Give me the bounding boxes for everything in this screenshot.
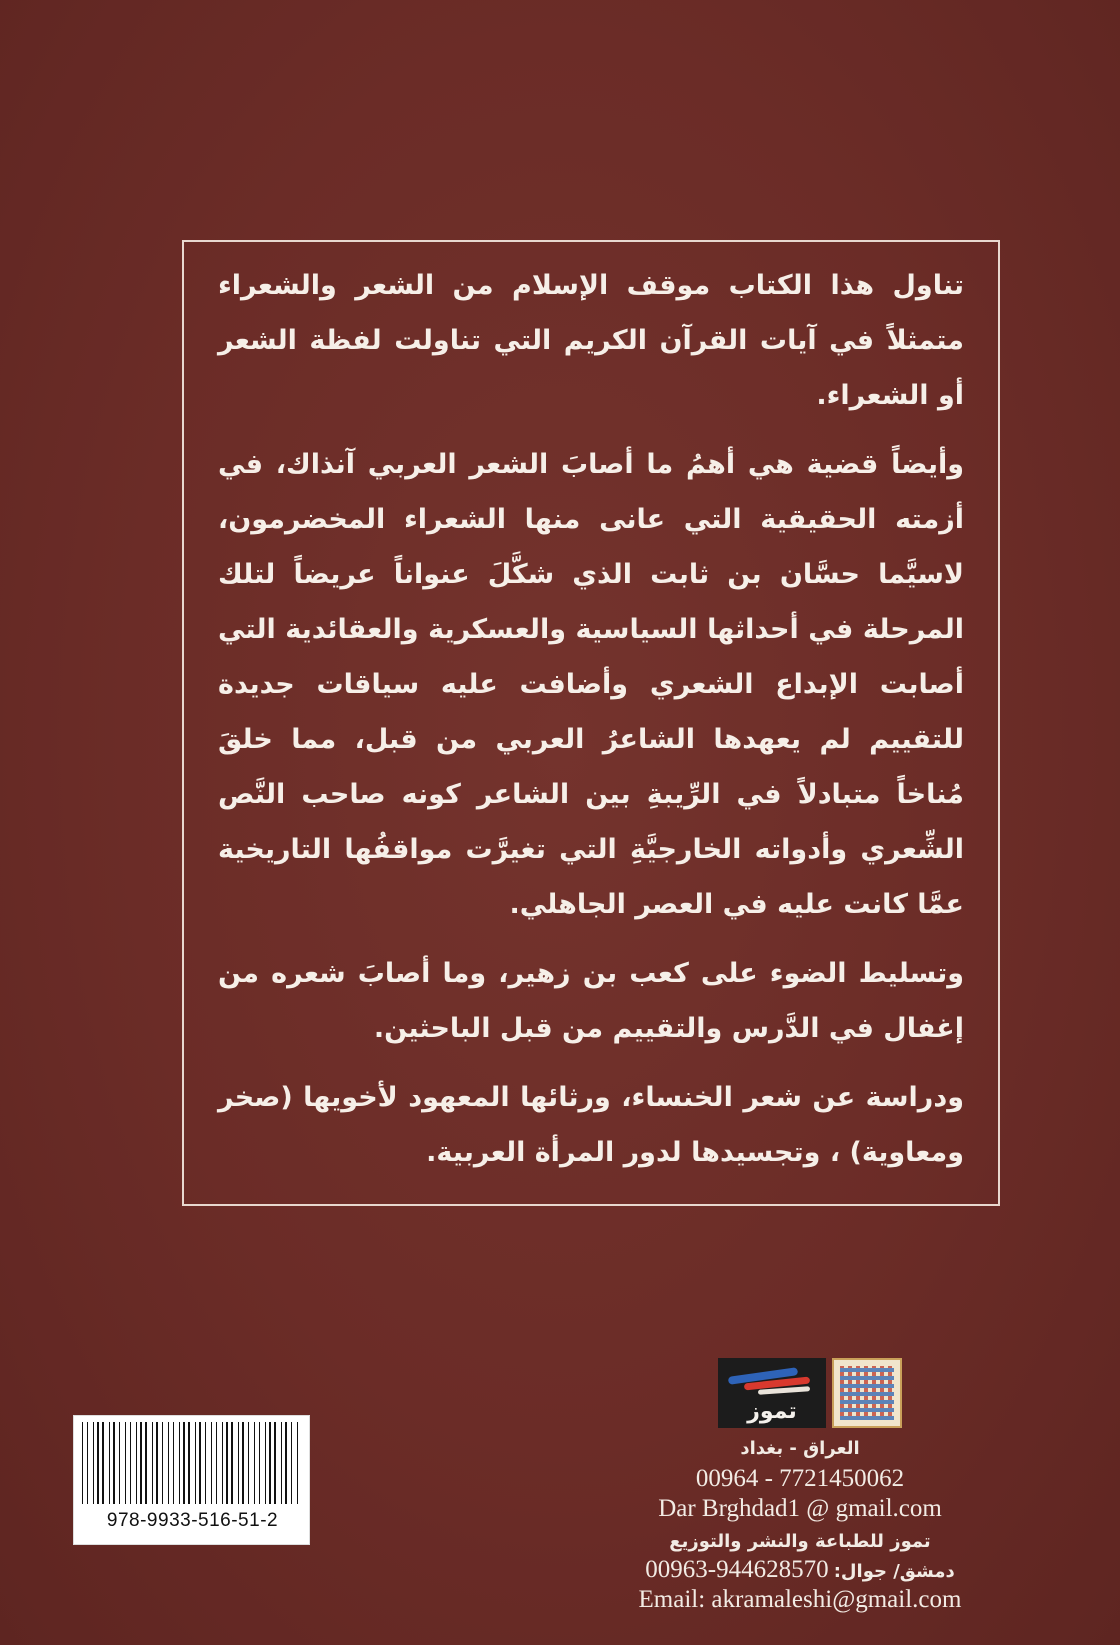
barcode-bar	[199, 1422, 201, 1504]
barcode-bar	[156, 1422, 158, 1504]
barcode-bar	[211, 1422, 212, 1504]
blurb-paragraph-3: وتسليط الضوء على كعب بن زهير، وما أصابَ شعره من إغفال في الدَّرس والتقييم من قبل الباحثين.	[218, 958, 964, 1044]
barcode-bar	[97, 1422, 99, 1504]
tammuz-publisher-name: تموز للطباعة والنشر والتوزيع	[669, 1531, 931, 1552]
barcode-bar	[173, 1422, 174, 1504]
publisher-logos	[718, 1358, 902, 1428]
barcode-bar	[281, 1422, 282, 1504]
blurb-paragraph-1: تناول هذا الكتاب موقف الإسلام من الشعر والشعراء متمثلاً في آيات القرآن الكريم التي تناولت لفظة الشعر أو الشعراء.	[218, 270, 964, 411]
barcode-bar	[179, 1422, 180, 1504]
barcode-bar	[183, 1422, 185, 1504]
barcode-bar	[140, 1422, 142, 1504]
barcode-bar	[297, 1422, 298, 1504]
barcode-bar	[259, 1422, 260, 1504]
barcode-bar	[168, 1422, 169, 1504]
barcode-bar	[130, 1422, 131, 1504]
barcode-bar	[82, 1422, 83, 1504]
tammuz-logo	[718, 1358, 826, 1428]
tammuz-logo-wordmark: تموز	[747, 1399, 797, 1424]
barcode-bar	[195, 1422, 196, 1504]
isbn-barcode	[73, 1415, 310, 1545]
barcode-bar	[291, 1422, 292, 1504]
barcode-bar	[254, 1422, 255, 1504]
barcode-bars	[80, 1422, 305, 1504]
barcode-bar	[93, 1422, 94, 1504]
blurb	[218, 258, 964, 1194]
barcode-bar	[242, 1422, 244, 1504]
barcode-bar	[265, 1422, 266, 1504]
barcode-bar	[87, 1422, 88, 1504]
blurb-paragraph-2: وأيضاً قضية هي أهمُ ما أصابَ الشعر العربي آنذاك، في أزمته الحقيقية التي عانى منها الشعراء المخضرمون، لاسيَّما حسَّان بن ثابت الذي شكَّلَ عنواناً عريضاً لتلك المرحلة في أحداثها السياسية والعسكرية والعقائدية التي أصابت الإبداع الشعري وأضافت عليه سياقات جديدة للتقييم لم يعهدها الشاعرُ العربي من قبل، مما خلقَ مُناخاً متبادلاً في الرِّيبةِ بين الشاعر كونه صاحب النَّص الشِّعري وأدواته الخارجيَّةِ التي تغيرَّت مواقفُها التاريخية عمَّا كانت عليه في العصر الجاهلي.	[218, 449, 964, 920]
barcode-bar	[238, 1422, 239, 1504]
barcode-bar	[285, 1422, 287, 1504]
barcode-bar	[136, 1422, 137, 1504]
isbn-number: 978-9933-516-51-2	[106, 1510, 279, 1531]
barcode-bar	[205, 1422, 206, 1504]
barcode-bar	[152, 1422, 153, 1504]
barcode-bar	[188, 1422, 190, 1504]
barcode-bar	[226, 1422, 228, 1504]
baghdad-logo	[832, 1358, 902, 1428]
barcode-bar	[119, 1422, 120, 1504]
barcode-bar	[162, 1422, 163, 1504]
baghdad-phone: 00964 - 7721450062	[695, 1465, 905, 1492]
barcode-bar	[125, 1422, 126, 1504]
baghdad-email: Dar Brghdad1 @ gmail.com	[658, 1495, 942, 1522]
damascus-label: دمشق/ جوال:	[833, 1561, 955, 1582]
barcode-bar	[113, 1422, 115, 1504]
barcode-bar	[216, 1422, 217, 1504]
damascus-phone: 00963-944628570	[645, 1556, 829, 1583]
tammuz-email: Email: akramaleshi@gmail.com	[638, 1586, 962, 1613]
damascus-contact-line	[600, 1556, 1000, 1584]
barcode-bar	[269, 1422, 271, 1504]
barcode-bar	[102, 1422, 104, 1504]
barcode-bar	[274, 1422, 276, 1504]
blurb-paragraph-4: ودراسة عن شعر الخنساء، ورثائها المعهود لأخويها (صخر ومعاوية) ، وتجسيدها لدور المرأة العربية.	[218, 1082, 964, 1168]
barcode-bar	[109, 1422, 110, 1504]
publisher-contacts	[600, 1438, 1000, 1614]
barcode-bar	[222, 1422, 223, 1504]
baghdad-location: العراق - بغداد	[740, 1438, 860, 1459]
barcode-bar	[248, 1422, 249, 1504]
barcode-bar	[145, 1422, 147, 1504]
barcode-bar	[231, 1422, 233, 1504]
